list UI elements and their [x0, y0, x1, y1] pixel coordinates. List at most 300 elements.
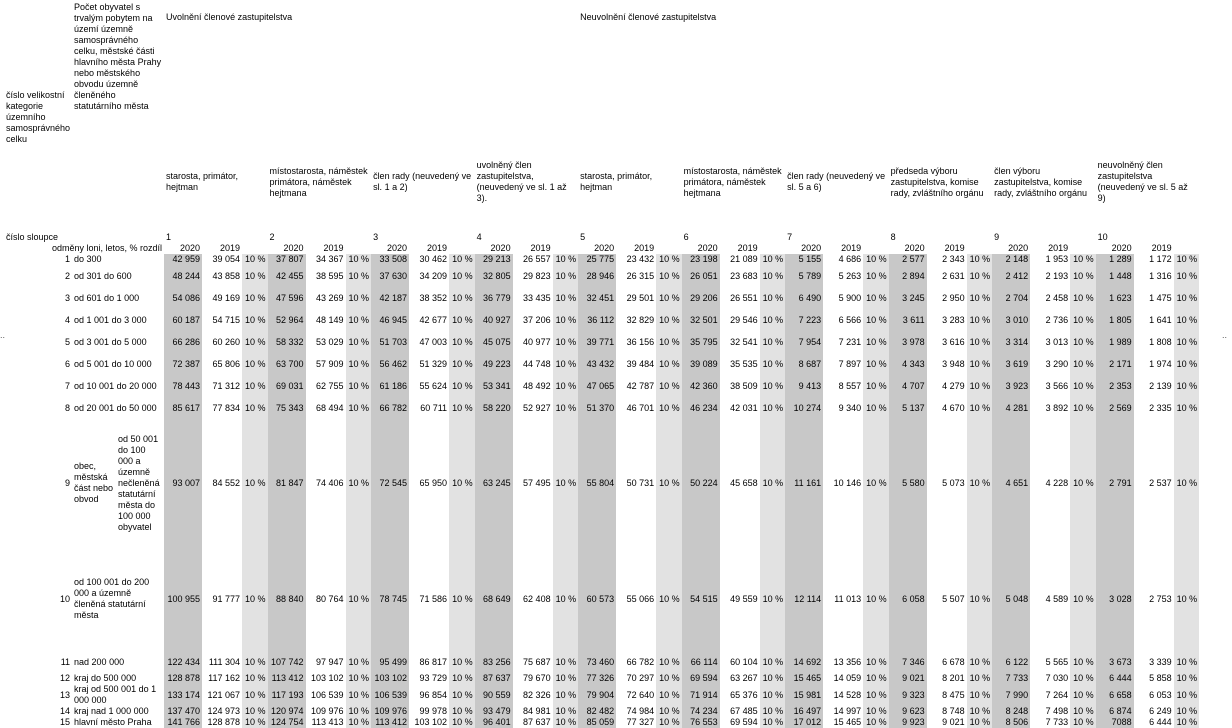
percent-diff: 10 %	[1174, 375, 1200, 397]
year-2020-label: 2020	[1008, 243, 1029, 253]
table-row	[4, 309, 1199, 331]
value-2019: 93 729	[419, 673, 448, 683]
value-2019: 6 566	[838, 314, 862, 325]
percent-diff: 10 %	[449, 375, 475, 397]
category-label: do 300	[74, 254, 102, 264]
table-row	[4, 353, 1199, 375]
category-label: kraj od 500 001 do 1 000 000	[74, 684, 157, 705]
percent-diff: 10 %	[242, 309, 268, 331]
table-row	[4, 684, 1199, 706]
value-2020: 78 443	[164, 375, 202, 397]
percent-diff: 10 %	[449, 684, 475, 706]
value-2020: 1 448	[1096, 265, 1134, 287]
year-spacer	[1070, 243, 1096, 254]
column-number-6: 6	[683, 232, 689, 242]
value-2019: 49 169	[212, 292, 241, 303]
column-number-5: 5	[580, 232, 586, 242]
value-2019: 3 283	[942, 314, 965, 325]
percent-diff: 10 %	[656, 684, 682, 706]
value-2019: 60 260	[212, 336, 241, 347]
percent-diff: 10 %	[863, 706, 889, 717]
value-2019: 35 535	[730, 358, 758, 369]
value-2020: 8 248	[992, 706, 1030, 717]
value-2020: 7 223	[785, 309, 823, 331]
percent-diff: 10 %	[1070, 547, 1096, 651]
value-2020: 2 569	[1096, 397, 1134, 419]
value-2020: 120 974	[268, 706, 306, 717]
percent-diff: 10 %	[242, 651, 268, 673]
value-2019: 8 748	[942, 706, 965, 716]
percent-diff: 10 %	[1070, 265, 1096, 287]
category-label: od 20 001 do 50 000	[74, 402, 157, 413]
percent-diff: 10 %	[967, 309, 993, 331]
value-2019: 8 557	[838, 380, 862, 391]
value-2019: 84 552	[212, 477, 241, 488]
value-2019: 69 594	[730, 717, 758, 727]
value-2019: 3 290	[1045, 358, 1069, 369]
value-2020: 81 847	[268, 419, 306, 547]
year-spacer	[553, 243, 579, 254]
value-2020: 76 553	[682, 717, 720, 728]
column-header-9: člen výboru zastupitelstva, komise rady, zvláštního orgánu	[994, 165, 1088, 198]
year-2020-label: 2020	[180, 243, 201, 253]
value-2019: 23 683	[730, 270, 758, 281]
value-2020: 8 506	[992, 717, 1030, 728]
value-2019: 1 172	[1149, 254, 1172, 264]
value-2020: 4 343	[889, 353, 927, 375]
value-2019: 74 406	[316, 477, 344, 488]
value-2019: 1 974	[1149, 358, 1172, 369]
value-2020: 36 112	[578, 309, 616, 331]
percent-diff: 10 %	[656, 419, 682, 547]
value-2019: 43 858	[212, 270, 241, 281]
value-2020: 66 782	[371, 397, 409, 419]
category-number: 4	[65, 314, 71, 325]
value-2020: 93 007	[164, 419, 202, 547]
percent-diff: 10 %	[656, 265, 682, 287]
percent-diff: 10 %	[553, 706, 579, 717]
category-number: 14	[60, 706, 71, 716]
percent-diff: 10 %	[863, 331, 889, 353]
percent-diff: 10 %	[449, 673, 475, 684]
value-2020: 133 174	[164, 684, 202, 706]
percent-diff: 10 %	[1070, 717, 1096, 728]
obec-label: obec, městská část nebo obvod	[74, 461, 114, 504]
value-2020: 6 874	[1096, 706, 1134, 717]
percent-diff: 10 %	[449, 651, 475, 673]
value-2020: 75 343	[268, 397, 306, 419]
percent-diff: 10 %	[760, 419, 786, 547]
value-2020: 47 065	[578, 375, 616, 397]
percent-diff: 10 %	[760, 331, 786, 353]
value-2020: 16 497	[785, 706, 823, 717]
value-2020: 72 545	[371, 419, 409, 547]
percent-diff: 10 %	[656, 287, 682, 309]
table-row	[4, 287, 1199, 309]
value-2020: 3 010	[992, 309, 1030, 331]
percent-diff: 10 %	[967, 651, 993, 673]
value-2020: 52 964	[268, 309, 306, 331]
column-number-3: 3	[373, 232, 379, 242]
year-2020-label: 2020	[1111, 243, 1132, 253]
percent-diff: 10 %	[1070, 375, 1096, 397]
value-2019: 1 953	[1045, 254, 1069, 264]
value-2020: 12 114	[785, 547, 823, 651]
category-number: 7	[65, 380, 71, 391]
value-2019: 2 343	[942, 254, 965, 264]
value-2020: 42 187	[371, 287, 409, 309]
percent-diff: 10 %	[346, 254, 372, 265]
value-2020: 4 707	[889, 375, 927, 397]
value-2020: 32 501	[682, 309, 720, 331]
value-2020: 7 990	[992, 684, 1030, 706]
value-2020: 3 619	[992, 353, 1030, 375]
value-2020: 8 687	[785, 353, 823, 375]
value-2020: 113 412	[371, 717, 409, 728]
value-2020: 40 927	[475, 309, 513, 331]
percent-diff: 10 %	[553, 375, 579, 397]
value-2020: 6 058	[889, 547, 927, 651]
year-2020-label: 2020	[697, 243, 718, 253]
value-2020: 3 673	[1096, 651, 1134, 673]
value-2019: 79 670	[523, 673, 551, 683]
value-2020: 3 245	[889, 287, 927, 309]
value-2019: 7 231	[838, 336, 862, 347]
value-2019: 57 909	[316, 358, 344, 369]
value-2019: 3 892	[1045, 402, 1069, 413]
value-2019: 15 465	[833, 717, 862, 727]
value-2019: 33 435	[523, 292, 551, 303]
value-2020: 83 256	[475, 651, 513, 673]
value-2019: 2 139	[1149, 380, 1172, 391]
column-header-6: místostarosta, náměstek primátora, náměstek hejtmana	[683, 165, 782, 198]
percent-diff: 10 %	[449, 331, 475, 353]
value-2020: 48 244	[164, 265, 202, 287]
year-2020-label: 2020	[801, 243, 822, 253]
table-row	[4, 717, 1199, 728]
table-row	[4, 673, 1199, 684]
category-number: 13	[60, 689, 71, 700]
value-2020: 39 771	[578, 331, 616, 353]
value-2019: 38 509	[730, 380, 758, 391]
value-2019: 75 687	[523, 656, 551, 667]
percent-diff: 10 %	[553, 547, 579, 651]
value-2020: 2 791	[1096, 419, 1134, 547]
percent-diff: 10 %	[967, 717, 993, 728]
value-2019: 42 031	[730, 402, 758, 413]
year-2019-label: 2019	[1048, 243, 1069, 253]
value-2019: 5 263	[838, 270, 862, 281]
percent-diff: 10 %	[242, 265, 268, 287]
percent-diff: 10 %	[449, 419, 475, 547]
year-2019-label: 2019	[220, 243, 241, 253]
value-2019: 7 030	[1045, 673, 1069, 683]
percent-diff: 10 %	[967, 673, 993, 684]
value-2019: 39 054	[212, 254, 241, 264]
percent-diff: 10 %	[1070, 254, 1096, 265]
category-label: kraj do 500 000	[74, 673, 137, 683]
value-2019: 111 304	[208, 656, 241, 667]
value-2019: 57 495	[523, 477, 551, 488]
value-2020: 128 878	[164, 673, 202, 684]
percent-diff: 10 %	[656, 673, 682, 684]
category-number: 6	[65, 358, 71, 369]
category-label: od 100 001 do 200 000 a územně členěná statutární města	[74, 577, 150, 620]
value-2020: 58 220	[475, 397, 513, 419]
percent-diff: 10 %	[346, 547, 372, 651]
value-2020: 71 914	[682, 684, 720, 706]
value-2020: 95 499	[371, 651, 409, 673]
value-2020: 100 955	[164, 547, 202, 651]
table-row	[4, 331, 1199, 353]
value-2020: 6 122	[992, 651, 1030, 673]
percent-diff: 10 %	[967, 684, 993, 706]
category-label: od 50 001 do 100 000 a územně nečleněná statutární města do 100 000 obyvatel	[118, 433, 160, 532]
percent-diff: 10 %	[863, 265, 889, 287]
value-2019: 117 162	[208, 673, 241, 683]
category-label: od 601 do 1 000	[74, 292, 140, 303]
value-2019: 46 701	[626, 402, 655, 413]
percent-diff: 10 %	[1174, 547, 1200, 651]
column-header-10: neuvolněný člen zastupitelstva (neuvedený ve sl. 5 až 9)	[1097, 160, 1188, 203]
percent-diff: 10 %	[346, 375, 372, 397]
percent-diff: 10 %	[863, 547, 889, 651]
value-2020: 7088	[1096, 717, 1134, 728]
value-2019: 29 501	[626, 292, 655, 303]
value-2020: 10 274	[785, 397, 823, 419]
value-2020: 51 703	[371, 331, 409, 353]
percent-diff: 10 %	[863, 673, 889, 684]
value-2019: 51 329	[419, 358, 448, 369]
category-label: nad 200 000	[74, 656, 125, 667]
value-2019: 38 595	[316, 270, 344, 281]
ellipsis-left: ..	[0, 330, 6, 340]
percent-diff: 10 %	[553, 353, 579, 375]
percent-diff: 10 %	[1070, 419, 1096, 547]
value-2019: 3 013	[1045, 336, 1069, 347]
percent-diff: 10 %	[967, 331, 993, 353]
table-row	[4, 651, 1199, 673]
percent-diff: 10 %	[1174, 309, 1200, 331]
value-2020: 2 353	[1096, 375, 1134, 397]
percent-diff: 10 %	[1070, 673, 1096, 684]
value-2020: 3 028	[1096, 547, 1134, 651]
value-2019: 5 073	[942, 477, 965, 488]
value-2019: 62 408	[523, 593, 551, 604]
table-row	[4, 397, 1199, 419]
percent-diff: 10 %	[863, 309, 889, 331]
percent-diff: 10 %	[346, 717, 372, 728]
category-label: kraj nad 1 000 000	[74, 706, 149, 716]
value-2020: 106 539	[371, 684, 409, 706]
percent-diff: 10 %	[346, 331, 372, 353]
value-2019: 6 249	[1149, 706, 1172, 716]
percent-diff: 10 %	[760, 684, 786, 706]
value-2019: 53 029	[316, 336, 344, 347]
value-2020: 43 432	[578, 353, 616, 375]
value-2020: 14 692	[785, 651, 823, 673]
percent-diff: 10 %	[1174, 706, 1200, 717]
value-2020: 88 840	[268, 547, 306, 651]
value-2019: 54 715	[212, 314, 241, 325]
percent-diff: 10 %	[1070, 309, 1096, 331]
value-2019: 7 733	[1045, 717, 1069, 727]
value-2020: 5 155	[785, 254, 823, 265]
percent-diff: 10 %	[242, 706, 268, 717]
percent-diff: 10 %	[346, 397, 372, 419]
value-2020: 6 658	[1096, 684, 1134, 706]
value-2020: 5 048	[992, 547, 1030, 651]
percent-diff: 10 %	[967, 254, 993, 265]
percent-diff: 10 %	[346, 651, 372, 673]
value-2020: 4 281	[992, 397, 1030, 419]
percent-diff: 10 %	[967, 706, 993, 717]
value-2019: 44 748	[523, 358, 551, 369]
value-2019: 47 003	[419, 336, 448, 347]
year-spacer	[449, 243, 475, 254]
value-2020: 47 596	[268, 287, 306, 309]
value-2019: 96 854	[419, 689, 448, 700]
value-2020: 2 171	[1096, 353, 1134, 375]
percent-diff: 10 %	[760, 706, 786, 717]
percent-diff: 10 %	[242, 684, 268, 706]
percent-diff: 10 %	[863, 684, 889, 706]
value-2019: 124 973	[207, 706, 241, 716]
value-2019: 37 206	[523, 314, 551, 325]
percent-diff: 10 %	[863, 419, 889, 547]
value-2019: 128 878	[207, 717, 241, 727]
percent-diff: 10 %	[449, 397, 475, 419]
percent-diff: 10 %	[656, 254, 682, 265]
value-2020: 9 623	[889, 706, 927, 717]
value-2019: 60 711	[420, 402, 448, 413]
category-number: 11	[60, 656, 71, 667]
percent-diff: 10 %	[346, 309, 372, 331]
percent-diff: 10 %	[346, 265, 372, 287]
category-label: od 1 001 do 3 000	[74, 314, 147, 325]
percent-diff: 10 %	[449, 717, 475, 728]
year-2020-label: 2020	[904, 243, 925, 253]
value-2020: 96 401	[475, 717, 513, 728]
value-2019: 48 149	[316, 314, 344, 325]
cislo-sloupce-label: číslo sloupce	[6, 232, 59, 242]
value-2019: 6 053	[1149, 689, 1172, 700]
value-2020: 29 206	[682, 287, 720, 309]
value-2020: 90 559	[475, 684, 513, 706]
percent-diff: 10 %	[346, 673, 372, 684]
percent-diff: 10 %	[449, 309, 475, 331]
percent-diff: 10 %	[242, 717, 268, 728]
percent-diff: 10 %	[346, 419, 372, 547]
value-2020: 66 114	[682, 651, 720, 673]
value-2019: 48 492	[523, 380, 551, 391]
value-2019: 72 640	[626, 689, 655, 700]
value-2020: 54 515	[682, 547, 720, 651]
value-2019: 70 297	[626, 673, 655, 683]
value-2019: 103 102	[414, 717, 448, 727]
value-2019: 30 462	[419, 254, 448, 264]
category-number: 3	[65, 292, 71, 303]
value-2019: 109 976	[311, 706, 344, 716]
value-2019: 97 947	[316, 656, 344, 667]
value-2019: 4 279	[942, 380, 965, 391]
value-2019: 6 444	[1149, 717, 1172, 727]
population-header: Počet obyvatel s trvalým pobytem na území územně samosprávného celku, městské části hlavního města Prahy nebo městského obvodu územně členěného statutárního města	[74, 2, 162, 111]
value-2019: 80 764	[316, 593, 344, 604]
value-2020: 122 434	[164, 651, 202, 673]
category-number: 15	[60, 717, 71, 727]
column-number-2: 2	[269, 232, 275, 242]
value-2020: 46 945	[371, 309, 409, 331]
value-2020: 53 341	[475, 375, 513, 397]
value-2020: 39 089	[682, 353, 720, 375]
year-2019-label: 2019	[427, 243, 448, 253]
value-2020: 42 455	[268, 265, 306, 287]
value-2020: 42 360	[682, 375, 720, 397]
percent-diff: 10 %	[656, 309, 682, 331]
column-header-4: uvolněný člen zastupitelstva, (neuvedený ve sl. 1 až 3).	[476, 160, 567, 203]
percent-diff: 10 %	[656, 651, 682, 673]
table-row	[4, 254, 1199, 265]
value-2020: 5 137	[889, 397, 927, 419]
value-2019: 121 067	[207, 689, 241, 700]
value-2020: 1 989	[1096, 331, 1134, 353]
year-spacer	[967, 243, 993, 254]
percent-diff: 10 %	[553, 265, 579, 287]
value-2020: 60 187	[164, 309, 202, 331]
value-2019: 60 104	[730, 656, 758, 667]
value-2019: 42 787	[626, 380, 655, 391]
value-2020: 78 745	[371, 547, 409, 651]
value-2020: 77 326	[578, 673, 616, 684]
value-2019: 3 566	[1045, 380, 1069, 391]
value-2019: 84 981	[523, 706, 551, 716]
percent-diff: 10 %	[656, 706, 682, 717]
percent-diff: 10 %	[656, 547, 682, 651]
value-2020: 9 923	[889, 717, 927, 728]
category-number: 1	[65, 254, 71, 264]
value-2019: 49 559	[730, 593, 758, 604]
percent-diff: 10 %	[553, 717, 579, 728]
column-header-7: člen rady (neuvedený ve sl. 5 a 6)	[787, 171, 886, 192]
value-2019: 50 731	[626, 477, 655, 488]
year-2019-label: 2019	[944, 243, 965, 253]
percent-diff: 10 %	[656, 375, 682, 397]
value-2020: 50 224	[682, 419, 720, 547]
value-2019: 10 146	[833, 477, 862, 488]
percent-diff: 10 %	[760, 651, 786, 673]
value-2019: 7 498	[1045, 706, 1069, 716]
value-2020: 1 289	[1096, 254, 1134, 265]
value-2019: 65 806	[212, 358, 241, 369]
percent-diff: 10 %	[1070, 684, 1096, 706]
percent-diff: 10 %	[1174, 331, 1200, 353]
value-2020: 103 102	[371, 673, 409, 684]
percent-diff: 10 %	[1174, 287, 1200, 309]
value-2020: 55 804	[578, 419, 616, 547]
year-spacer	[760, 243, 786, 254]
value-2019: 77 327	[626, 717, 655, 727]
value-2020: 2 148	[992, 254, 1030, 265]
value-2020: 3 978	[889, 331, 927, 353]
value-2020: 9 021	[889, 673, 927, 684]
value-2020: 49 223	[475, 353, 513, 375]
group-uvolneni-header: Uvolnění členové zastupitelstva	[166, 12, 293, 22]
value-2020: 63 700	[268, 353, 306, 375]
percent-diff: 10 %	[553, 254, 579, 265]
year-spacer	[1174, 243, 1200, 254]
value-2019: 9 021	[942, 717, 965, 727]
